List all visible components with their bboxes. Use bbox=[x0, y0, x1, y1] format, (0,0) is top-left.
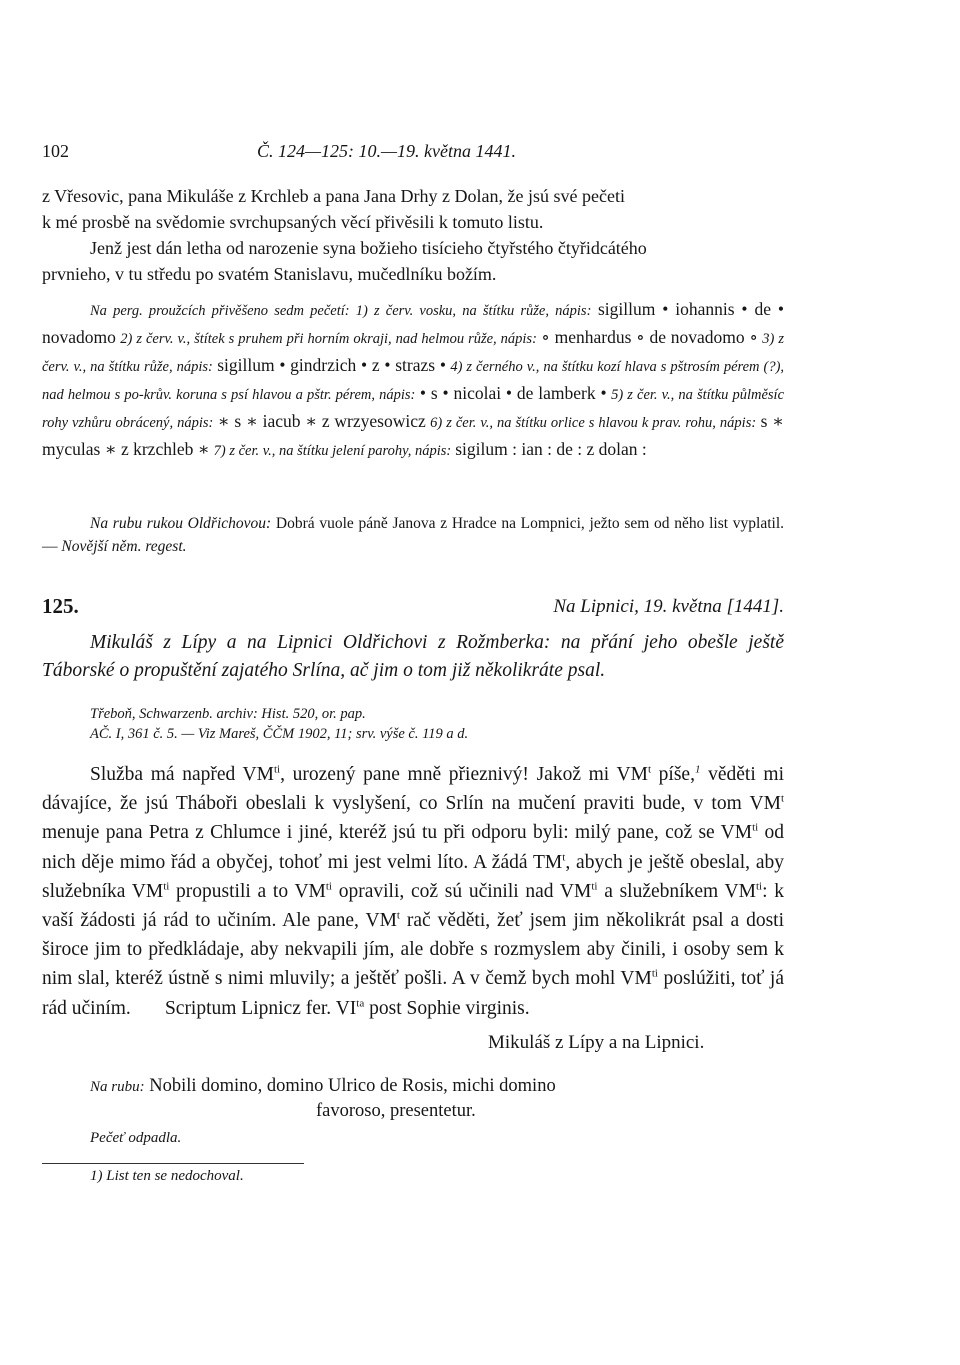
dorsal-note-text: Dobrá vuole páně Janova z Hradce na Lompnici, ježto sem od něho list vyplatil. — bbox=[42, 515, 784, 555]
literature-source: AČ. I, 361 č. 5. — Viz Mareš, ČČM 1902, 11; srv. výše č. 119 a d. bbox=[90, 726, 469, 742]
letter-text bbox=[42, 760, 784, 1023]
letter-segment: rač věděti, žeť jsem jim několikrát psal a dosti široce jim to předkládaje, aby nekvapili jím, ale dobře s rozmyslem aby činili, i osoby sem k nim slal, kteréž ústně s nimi mluvily; a ještěť pošli. A v čemž bych mohl VM bbox=[42, 910, 784, 990]
letter-segment: Služba má napřed VM bbox=[90, 764, 274, 785]
footnote-divider bbox=[42, 1163, 304, 1164]
signature: Mikuláš z Lípy a na Lipnici. bbox=[488, 1032, 705, 1053]
letter-segment: Scriptum Lipnicz fer. VI bbox=[164, 997, 357, 1019]
seal-description: 4) z černého v., na štítku kozí hlava s pštrosím pérem (?), nad helmou s po-krův. koruna s psí hlavou a pštr. pérem, nápis: bbox=[42, 359, 785, 403]
address bbox=[90, 1074, 556, 1121]
footnote: 1) List ten se nedochoval. bbox=[90, 1168, 244, 1184]
seal-legend: sigilum : ian : de : z dolan : bbox=[455, 439, 647, 459]
superscript: ti bbox=[325, 880, 332, 893]
seals-intro: Na perg. proužcích přivěšeno sedm pečetí: 1) z červ. vosku, na štítku růže, nápis: bbox=[90, 303, 592, 319]
archive-source: Třeboň, Schwarzenb. archiv: Hist. 520, or. pap. bbox=[90, 706, 366, 722]
seal-description: 6) z čer. v., na štítku orlice s hlavou k prav. rohu, nápis: bbox=[430, 415, 757, 431]
letter-segment: propustili a to VM bbox=[169, 880, 326, 902]
dorsal-note-label: Na rubu rukou Oldřichovou: bbox=[90, 515, 272, 532]
seal-legend: ∗ s ∗ iacub ∗ z wrzyesowicz bbox=[217, 411, 426, 431]
address-line: Nobili domino, domino Ulrico de Rosis, michi domino bbox=[149, 1076, 556, 1096]
letter-segment: , urozený pane mně přieznivý! Jakož mi VM bbox=[280, 764, 648, 785]
address-label: Na rubu: bbox=[90, 1079, 145, 1095]
letter-segment: poslúžiti, toť já rád učiním. bbox=[42, 968, 784, 1019]
doc124-text-line: prvnieho, v tu středu po svatém Stanislavu, mučedlníku božím. bbox=[42, 264, 497, 284]
doc124-text-line: z Vřesovic, pana Mikuláše z Krchleb a pana Jana Drhy z Dolan, že jsú své pečeti bbox=[42, 186, 625, 206]
seal-legend: sigillum • gindrzich • z • strazs • bbox=[217, 355, 446, 375]
page-header bbox=[42, 141, 784, 165]
superscript: t bbox=[780, 792, 784, 805]
document-heading bbox=[42, 594, 784, 624]
seal-description: 5) z čer. v., na štítku půlměsíc rohy vzhůru obrácený, nápis: bbox=[42, 387, 785, 431]
seal-legend: • s • nicolai • de lamberk • bbox=[419, 383, 607, 403]
letter-segment: od nich děje mimo řád a obyčej, tohoť mi jest velmi líto. A žádá TM bbox=[42, 822, 784, 873]
superscript: ta bbox=[356, 997, 365, 1010]
seal-legend: sigillum • iohannis • de • novadomo bbox=[42, 299, 784, 347]
letter-segment: opravili, což sú učinili nad VM bbox=[332, 880, 592, 902]
footnote-marker: 1 bbox=[694, 763, 701, 776]
superscript: ti bbox=[591, 880, 598, 893]
superscript: t bbox=[562, 851, 566, 864]
document-number: 125. bbox=[42, 594, 79, 618]
superscript: ti bbox=[163, 880, 170, 893]
letter-segment: věděti mi dávajíce, že jsú Tháboři obeslali k vyslyšení, co Srlín na mučení praviti bude, v tom VM bbox=[42, 764, 784, 815]
place-date: Na Lipnici, 19. května [1441]. bbox=[553, 596, 784, 617]
seal-description: 2) z červ. v., štítek s pruhem při horním okraji, nad helmou růže, nápis: bbox=[120, 331, 537, 347]
running-title: Č. 124—125: 10.—19. května 1441. bbox=[257, 141, 516, 161]
superscript: t bbox=[647, 763, 651, 776]
superscript: ti bbox=[755, 880, 763, 893]
superscript: t bbox=[396, 909, 400, 922]
doc124-text-line: Jenž jest dán letha od narozenie syna božieho tisícieho čtyřstého čtyřidcátého bbox=[90, 238, 647, 258]
seal-legend: ∘ menhardus ∘ de novadomo ∘ bbox=[541, 327, 758, 347]
address-line: favoroso, presentetur. bbox=[316, 1101, 476, 1121]
letter-segment: post Sophie virginis. bbox=[364, 997, 530, 1019]
superscript: ti bbox=[651, 967, 658, 980]
superscript: ti bbox=[273, 763, 281, 776]
letter-segment: píše, bbox=[651, 764, 695, 785]
dorsal-note-tail: Novější něm. regest. bbox=[61, 538, 187, 555]
seal-description: 7) z čer. v., na štítku jelení parohy, nápis: bbox=[213, 443, 452, 459]
letter-segment: , abych je ještě obeslal, aby služebníka VM bbox=[42, 851, 784, 902]
regest: Mikuláš z Lípy a na Lipnici Oldřichovi z Rožmberka: na přání jeho obešle ještě Táborské o propuštění zajatého Srlína, ač jim o tom již několikráte psal. bbox=[42, 632, 784, 681]
seal-legend: s ∗ myculas ∗ z krzchleb ∗ bbox=[42, 411, 785, 459]
doc124-text-line: k mé prosbě na svědomie svrchupsaných věcí přivěsili k tomuto listu. bbox=[42, 212, 544, 232]
seal-note: Pečeť odpadla. bbox=[90, 1130, 182, 1146]
page-number: 102 bbox=[42, 141, 69, 161]
seals-note bbox=[42, 296, 784, 464]
letter-segment: : k vaší žádosti já rád to učiním. Ale pane, VM bbox=[42, 880, 784, 932]
dorsal-note bbox=[42, 512, 784, 558]
letter-segment: a služebníkem VM bbox=[597, 880, 756, 902]
superscript: ti bbox=[752, 821, 759, 834]
seal-description: 3) z červ. v., na štítku růže, nápis: bbox=[42, 331, 785, 375]
letter-segment: menuje pana Petra z Chlumce i jiné, kteréž jsú tu při odporu byli: milý pane, což se VM bbox=[42, 822, 753, 844]
